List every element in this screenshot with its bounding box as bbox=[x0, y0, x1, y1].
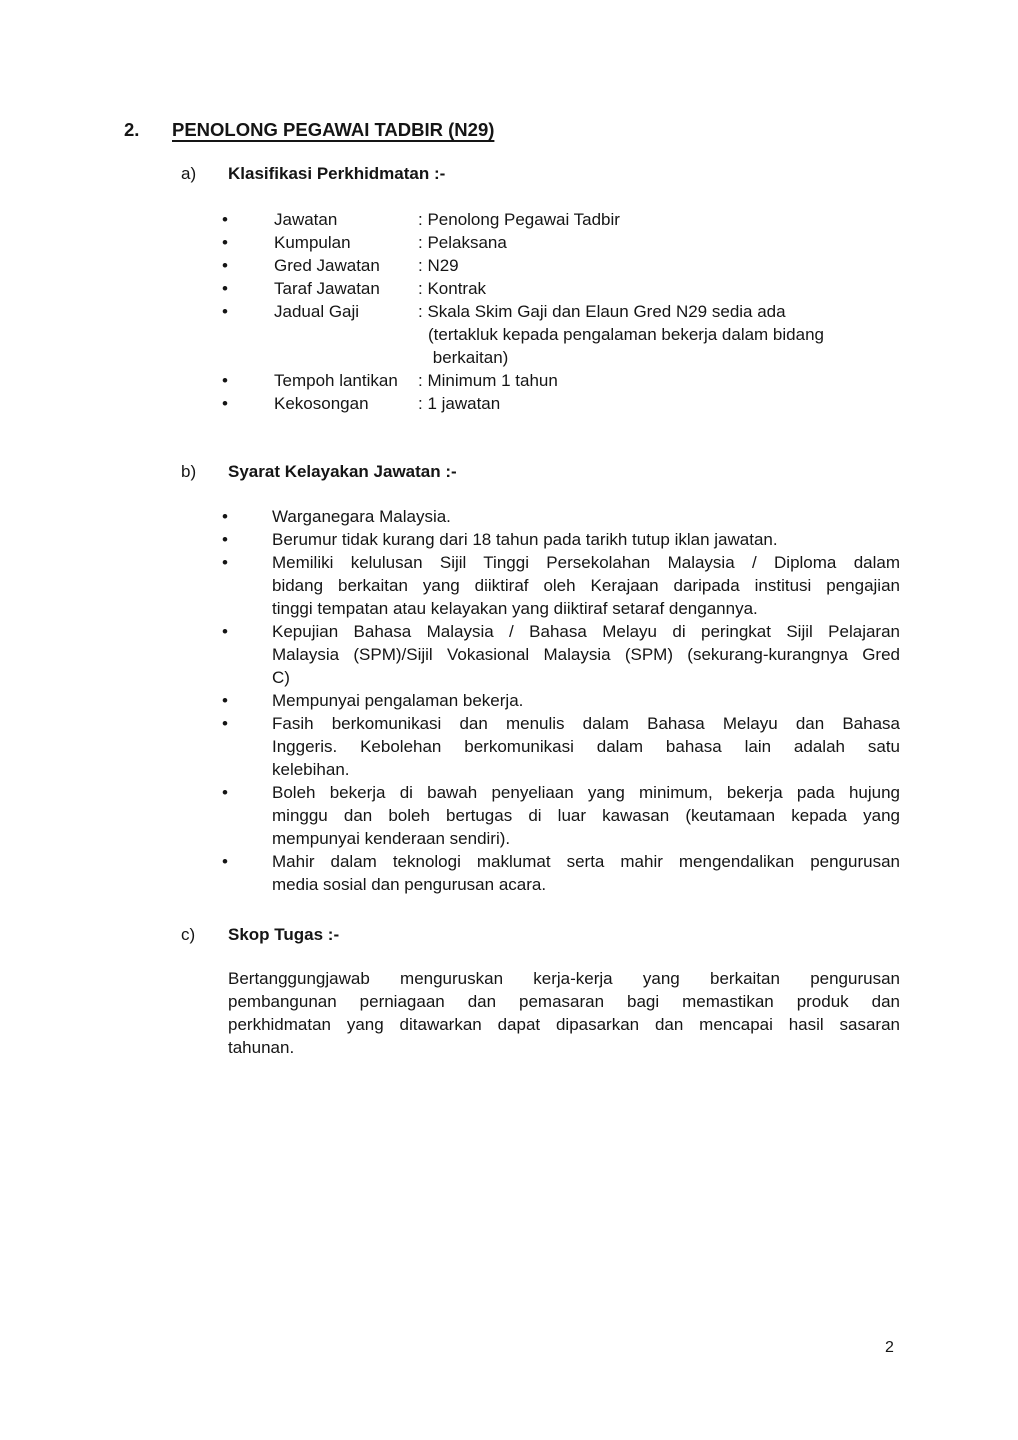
requirement-line: Berumur tidak kurang dari 18 tahun pada tarikh tutup iklan jawatan. bbox=[272, 530, 778, 549]
scope-paragraph bbox=[228, 967, 900, 1059]
bullet-icon: • bbox=[222, 302, 228, 321]
requirement-line: Memiliki kelulusan Sijil Tinggi Persekolahan Malaysia / Diploma dalam bbox=[272, 553, 900, 572]
section-number: 2. bbox=[124, 119, 140, 140]
subsection-c-title: Skop Tugas :- bbox=[228, 925, 340, 944]
requirement-item bbox=[222, 781, 900, 850]
detail-row-tempoh-lantikan bbox=[222, 369, 1018, 392]
requirement-line: tinggi tempatan atau kelayakan yang diiktiraf setaraf dengannya. bbox=[272, 599, 758, 618]
detail-label: Kekosongan bbox=[274, 394, 369, 413]
bullet-icon: • bbox=[222, 714, 228, 733]
subsection-b-heading bbox=[181, 460, 1018, 483]
bullet-icon: • bbox=[222, 553, 228, 572]
detail-value: : Penolong Pegawai Tadbir bbox=[418, 210, 620, 229]
requirement-item bbox=[222, 551, 900, 620]
subsection-a-letter: a) bbox=[181, 164, 197, 183]
bullet-icon: • bbox=[222, 256, 228, 275]
requirement-item bbox=[222, 850, 900, 896]
bullet-icon: • bbox=[222, 210, 228, 229]
bullet-icon: • bbox=[222, 530, 228, 549]
detail-value: : Kontrak bbox=[418, 279, 487, 298]
bullet-icon: • bbox=[222, 852, 228, 871]
detail-row-jadual-gaji bbox=[222, 300, 1018, 369]
requirement-line: Kepujian Bahasa Malaysia / Bahasa Melayu di peringkat Sijil Pelajaran bbox=[272, 622, 900, 641]
detail-row-gred-jawatan bbox=[222, 254, 1018, 277]
requirement-line: Warganegara Malaysia. bbox=[272, 507, 451, 526]
bullet-icon: • bbox=[222, 507, 228, 526]
requirement-item bbox=[222, 528, 900, 551]
requirement-line: mempunyai kenderaan sendiri). bbox=[272, 829, 511, 848]
requirements-list bbox=[222, 505, 900, 896]
detail-value: : Minimum 1 tahun bbox=[418, 371, 558, 390]
detail-row-kekosongan bbox=[222, 392, 1018, 415]
detail-value-line: (tertakluk kepada pengalaman bekerja dalam bidang bbox=[428, 325, 824, 344]
scope-line: Bertanggungjawab menguruskan kerja-kerja yang berkaitan pengurusan bbox=[228, 969, 900, 988]
subsection-b-letter: b) bbox=[181, 462, 197, 481]
requirement-line: Fasih berkomunikasi dan menulis dalam Bahasa Melayu dan Bahasa bbox=[272, 714, 900, 733]
classification-list bbox=[222, 208, 1018, 415]
requirement-line: Mahir dalam teknologi maklumat serta mahir mengendalikan pengurusan bbox=[272, 852, 900, 871]
requirement-line: media sosial dan pengurusan acara. bbox=[272, 875, 547, 894]
subsection-a-heading bbox=[181, 162, 1018, 185]
subsection-c-heading bbox=[181, 923, 1018, 946]
detail-label: Kumpulan bbox=[274, 233, 351, 252]
requirement-line: minggu dan boleh bertugas di luar kawasan (keutamaan kepada yang bbox=[272, 806, 900, 825]
requirement-line: kelebihan. bbox=[272, 760, 350, 779]
requirement-item bbox=[222, 620, 900, 689]
detail-label: Taraf Jawatan bbox=[274, 279, 380, 298]
detail-row-taraf-jawatan bbox=[222, 277, 1018, 300]
requirement-line: Malaysia (SPM)/Sijil Vokasional Malaysia (SPM) (sekurang-kurangnya Gred bbox=[272, 645, 900, 664]
subsection-c-letter: c) bbox=[181, 925, 196, 944]
subsection-b-title: Syarat Kelayakan Jawatan :- bbox=[228, 462, 457, 481]
detail-label: Gred Jawatan bbox=[274, 256, 380, 275]
bullet-icon: • bbox=[222, 279, 228, 298]
scope-line: pembangunan perniagaan dan pemasaran bagi memastikan produk dan bbox=[228, 992, 900, 1011]
scope-line: perkhidmatan yang ditawarkan dapat dipasarkan dan mencapai hasil sasaran bbox=[228, 1015, 900, 1034]
detail-value-line: berkaitan) bbox=[428, 348, 509, 367]
bullet-icon: • bbox=[222, 371, 228, 390]
bullet-icon: • bbox=[222, 783, 228, 802]
detail-label: Tempoh lantikan bbox=[274, 371, 398, 390]
requirement-line: C) bbox=[272, 668, 290, 687]
bullet-icon: • bbox=[222, 233, 228, 252]
page-number: 2 bbox=[885, 1339, 894, 1356]
detail-value: : N29 bbox=[418, 256, 459, 275]
detail-value-line: : Skala Skim Gaji dan Elaun Gred N29 sedia ada bbox=[418, 302, 786, 321]
section-title: PENOLONG PEGAWAI TADBIR (N29) bbox=[172, 119, 495, 140]
detail-value bbox=[418, 300, 1018, 369]
subsection-a-title: Klasifikasi Perkhidmatan :- bbox=[228, 164, 446, 183]
requirement-item bbox=[222, 689, 900, 712]
requirement-line: bidang berkaitan yang diiktiraf oleh Kerajaan daripada institusi pengajian bbox=[272, 576, 900, 595]
bullet-icon: • bbox=[222, 691, 228, 710]
requirement-item bbox=[222, 505, 900, 528]
detail-value: : Pelaksana bbox=[418, 233, 507, 252]
requirement-line: Inggeris. Kebolehan berkomunikasi dalam bahasa lain adalah satu bbox=[272, 737, 900, 756]
scope-line: tahunan. bbox=[228, 1038, 295, 1057]
detail-value: : 1 jawatan bbox=[418, 394, 501, 413]
requirement-line: Boleh bekerja di bawah penyeliaan yang minimum, bekerja pada hujung bbox=[272, 783, 900, 802]
detail-label: Jadual Gaji bbox=[274, 302, 360, 321]
detail-row-kumpulan bbox=[222, 231, 1018, 254]
requirement-line: Mempunyai pengalaman bekerja. bbox=[272, 691, 524, 710]
requirement-item bbox=[222, 712, 900, 781]
bullet-icon: • bbox=[222, 622, 228, 641]
section-title-row bbox=[124, 118, 1018, 141]
detail-label: Jawatan bbox=[274, 210, 338, 229]
bullet-icon: • bbox=[222, 394, 228, 413]
detail-row-jawatan bbox=[222, 208, 1018, 231]
